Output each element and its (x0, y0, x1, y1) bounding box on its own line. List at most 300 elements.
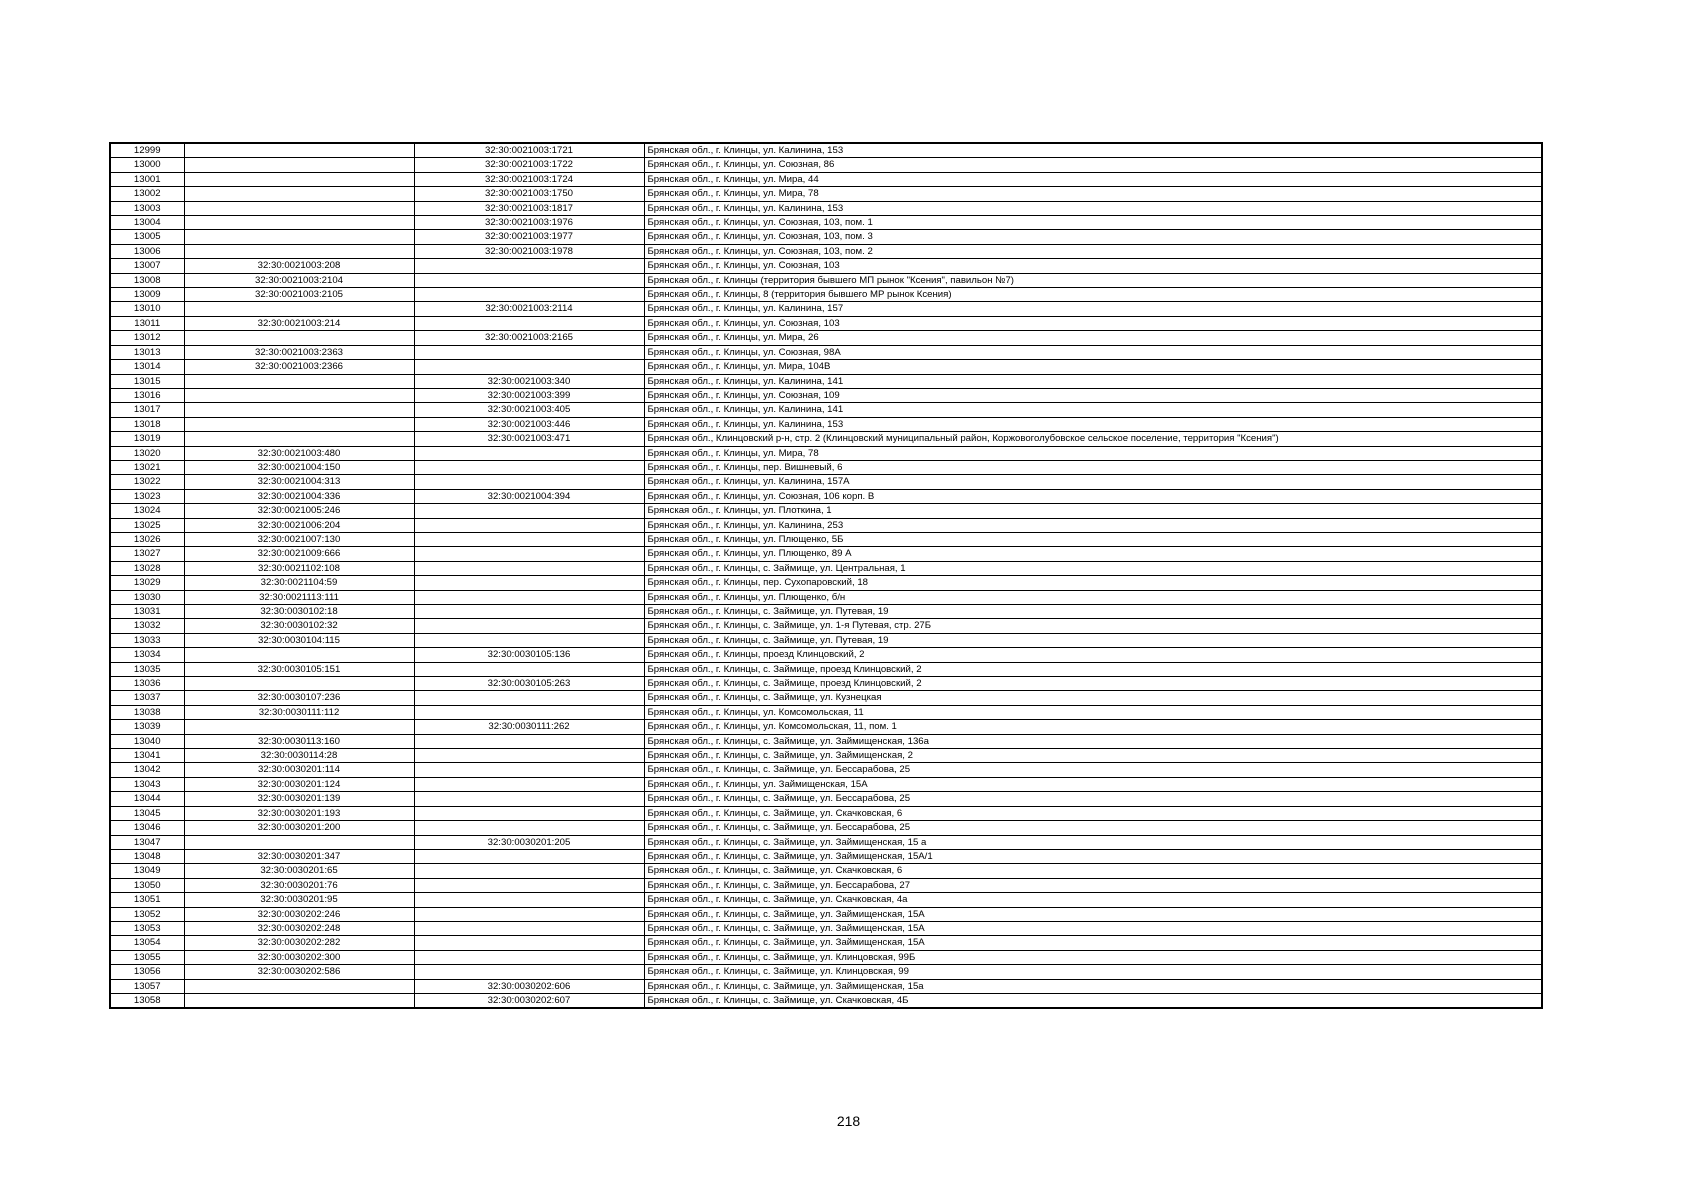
table-row (110, 821, 1542, 835)
address-cell: Брянская обл., г. Клинцы, ул. Союзная, 86 (644, 158, 1542, 172)
row-number-cell: 13004 (110, 216, 184, 230)
row-number-cell: 13044 (110, 792, 184, 806)
row-number-cell: 13047 (110, 835, 184, 849)
cadastral-number-1-cell (184, 677, 414, 691)
address-cell: Брянская обл., Клинцовский р-н, стр. 2 (Клинцовский муниципальный район, Коржовоголубовское сельское поселение, территория "Ксения") (644, 432, 1542, 446)
cadastral-number-1-cell: 32:30:0030201:200 (184, 821, 414, 835)
address-cell: Брянская обл., г. Клинцы, ул. Плоткина, 1 (644, 504, 1542, 518)
table-row (110, 259, 1542, 273)
address-cell: Брянская обл., г. Клинцы, с. Займище, ул. Займищенская, 15А/1 (644, 849, 1542, 863)
table-row (110, 417, 1542, 431)
table-row (110, 201, 1542, 215)
address-cell: Брянская обл., г. Клинцы, с. Займище, проезд Клинцовский, 2 (644, 662, 1542, 676)
address-cell: Брянская обл., г. Клинцы, ул. Калинина, 157А (644, 475, 1542, 489)
cadastral-number-1-cell (184, 216, 414, 230)
address-cell: Брянская обл., г. Клинцы, ул. Калинина, 153 (644, 201, 1542, 215)
cadastral-number-1-cell: 32:30:0021009:666 (184, 547, 414, 561)
row-number-cell: 13046 (110, 821, 184, 835)
cadastral-number-2-cell (414, 950, 644, 964)
cadastral-number-1-cell (184, 993, 414, 1008)
table-row (110, 677, 1542, 691)
table-row (110, 547, 1542, 561)
row-number-cell: 13050 (110, 878, 184, 892)
cadastral-number-1-cell: 32:30:0030202:282 (184, 936, 414, 950)
cadastral-number-2-cell: 32:30:0021003:1978 (414, 244, 644, 258)
cadastral-number-2-cell (414, 965, 644, 979)
cadastral-number-2-cell (414, 878, 644, 892)
row-number-cell: 13014 (110, 360, 184, 374)
table-row (110, 216, 1542, 230)
row-number-cell: 12999 (110, 143, 184, 158)
row-number-cell: 13013 (110, 345, 184, 359)
cadastral-number-1-cell: 32:30:0030105:151 (184, 662, 414, 676)
table-row (110, 893, 1542, 907)
cadastral-number-2-cell (414, 705, 644, 719)
address-cell: Брянская обл., г. Клинцы, ул. Союзная, 103 (644, 259, 1542, 273)
table-row (110, 432, 1542, 446)
row-number-cell: 13041 (110, 749, 184, 763)
cadastral-number-2-cell: 32:30:0021003:1721 (414, 143, 644, 158)
address-cell: Брянская обл., г. Клинцы, ул. Союзная, 103, пом. 2 (644, 244, 1542, 258)
cadastral-number-2-cell: 32:30:0021004:394 (414, 489, 644, 503)
cadastral-number-1-cell (184, 720, 414, 734)
cadastral-number-2-cell (414, 821, 644, 835)
address-cell: Брянская обл., г. Клинцы, с. Займище, ул. Путевая, 19 (644, 605, 1542, 619)
table-row (110, 489, 1542, 503)
address-cell: Брянская обл., г. Клинцы, пер. Вишневый, 6 (644, 460, 1542, 474)
table-row (110, 504, 1542, 518)
table-row (110, 590, 1542, 604)
cadastral-number-2-cell (414, 864, 644, 878)
cadastral-number-1-cell: 32:30:0021003:2363 (184, 345, 414, 359)
cadastral-number-1-cell: 32:30:0021104:59 (184, 576, 414, 590)
cadastral-number-1-cell (184, 143, 414, 158)
address-cell: Брянская обл., г. Клинцы, с. Займище, ул. Клинцовская, 99Б (644, 950, 1542, 964)
row-number-cell: 13057 (110, 979, 184, 993)
row-number-cell: 13011 (110, 316, 184, 330)
row-number-cell: 13049 (110, 864, 184, 878)
cadastral-number-2-cell (414, 518, 644, 532)
table-row (110, 763, 1542, 777)
cadastral-number-2-cell: 32:30:0030111:262 (414, 720, 644, 734)
table-row (110, 561, 1542, 575)
address-cell: Брянская обл., г. Клинцы, 8 (территория бывшего МР рынок Ксения) (644, 288, 1542, 302)
table-row (110, 792, 1542, 806)
row-number-cell: 13024 (110, 504, 184, 518)
cadastral-number-1-cell: 32:30:0030102:32 (184, 619, 414, 633)
cadastral-number-1-cell: 32:30:0030201:76 (184, 878, 414, 892)
row-number-cell: 13052 (110, 907, 184, 921)
row-number-cell: 13016 (110, 388, 184, 402)
address-cell: Брянская обл., г. Клинцы, ул. Союзная, 109 (644, 388, 1542, 402)
row-number-cell: 13037 (110, 691, 184, 705)
cadastral-number-2-cell (414, 792, 644, 806)
row-number-cell: 13051 (110, 893, 184, 907)
cadastral-number-1-cell (184, 835, 414, 849)
address-cell: Брянская обл., г. Клинцы, ул. Калинина, 141 (644, 403, 1542, 417)
table-row (110, 331, 1542, 345)
table-row (110, 244, 1542, 258)
cadastral-number-1-cell: 32:30:0021003:480 (184, 446, 414, 460)
cadastral-number-1-cell: 32:30:0021003:214 (184, 316, 414, 330)
row-number-cell: 13023 (110, 489, 184, 503)
cadastral-number-1-cell: 32:30:0030202:586 (184, 965, 414, 979)
table-row (110, 172, 1542, 186)
table-row (110, 777, 1542, 791)
cadastral-number-1-cell: 32:30:0021003:2105 (184, 288, 414, 302)
address-cell: Брянская обл., г. Клинцы, с. Займище, проезд Клинцовский, 2 (644, 677, 1542, 691)
row-number-cell: 13053 (110, 921, 184, 935)
address-cell: Брянская обл., г. Клинцы, ул. Мира, 78 (644, 446, 1542, 460)
table-row (110, 302, 1542, 316)
row-number-cell: 13017 (110, 403, 184, 417)
cadastral-number-1-cell: 32:30:0030107:236 (184, 691, 414, 705)
cadastral-number-2-cell: 32:30:0030105:263 (414, 677, 644, 691)
table-row (110, 950, 1542, 964)
address-cell: Брянская обл., г. Клинцы, ул. Калинина, 153 (644, 417, 1542, 431)
row-number-cell: 13028 (110, 561, 184, 575)
cadastral-number-1-cell (184, 158, 414, 172)
cadastral-number-1-cell (184, 403, 414, 417)
address-cell: Брянская обл., г. Клинцы, ул. Союзная, 103, пом. 3 (644, 230, 1542, 244)
cadastral-number-2-cell: 32:30:0021003:1817 (414, 201, 644, 215)
row-number-cell: 13034 (110, 648, 184, 662)
address-cell: Брянская обл., г. Клинцы, ул. Мира, 78 (644, 187, 1542, 201)
table-row (110, 619, 1542, 633)
table-row (110, 936, 1542, 950)
cadastral-number-1-cell: 32:30:0030113:160 (184, 734, 414, 748)
address-cell: Брянская обл., г. Клинцы, пер. Сухопаровский, 18 (644, 576, 1542, 590)
table-row (110, 662, 1542, 676)
address-cell: Брянская обл., г. Клинцы, с. Займище, ул. Путевая, 19 (644, 633, 1542, 647)
row-number-cell: 13048 (110, 849, 184, 863)
cadastral-number-1-cell (184, 374, 414, 388)
cadastral-number-2-cell (414, 921, 644, 935)
table-row (110, 187, 1542, 201)
cadastral-number-2-cell (414, 907, 644, 921)
row-number-cell: 13030 (110, 590, 184, 604)
cadastral-number-1-cell (184, 302, 414, 316)
table-row (110, 532, 1542, 546)
address-cell: Брянская обл., г. Клинцы, ул. Союзная, 103, пом. 1 (644, 216, 1542, 230)
address-cell: Брянская обл., г. Клинцы, с. Займище, ул. Займищенская, 15А (644, 936, 1542, 950)
table-row (110, 273, 1542, 287)
cadastral-number-1-cell: 32:30:0030102:18 (184, 605, 414, 619)
cadastral-number-2-cell (414, 849, 644, 863)
cadastral-number-1-cell: 32:30:0030201:95 (184, 893, 414, 907)
row-number-cell: 13040 (110, 734, 184, 748)
row-number-cell: 13039 (110, 720, 184, 734)
cadastral-number-1-cell (184, 417, 414, 431)
table-row (110, 691, 1542, 705)
row-number-cell: 13033 (110, 633, 184, 647)
cadastral-number-1-cell: 32:30:0021003:2366 (184, 360, 414, 374)
cadastral-number-2-cell (414, 576, 644, 590)
table-row (110, 374, 1542, 388)
cadastral-number-1-cell (184, 244, 414, 258)
cadastral-number-1-cell (184, 432, 414, 446)
cadastral-number-2-cell: 32:30:0021003:1976 (414, 216, 644, 230)
cadastral-number-1-cell: 32:30:0030201:347 (184, 849, 414, 863)
row-number-cell: 13035 (110, 662, 184, 676)
cadastral-number-2-cell: 32:30:0021003:340 (414, 374, 644, 388)
row-number-cell: 13045 (110, 806, 184, 820)
row-number-cell: 13029 (110, 576, 184, 590)
address-cell: Брянская обл., г. Клинцы, с. Займище, ул. Займищенская, 15А (644, 907, 1542, 921)
cadastral-number-2-cell (414, 605, 644, 619)
row-number-cell: 13001 (110, 172, 184, 186)
table-row (110, 633, 1542, 647)
table-row (110, 921, 1542, 935)
address-cell: Брянская обл., г. Клинцы, с. Займище, ул. Займищенская, 2 (644, 749, 1542, 763)
row-number-cell: 13005 (110, 230, 184, 244)
cadastral-number-2-cell: 32:30:0021003:446 (414, 417, 644, 431)
row-number-cell: 13042 (110, 763, 184, 777)
cadastral-number-2-cell (414, 936, 644, 950)
row-number-cell: 13008 (110, 273, 184, 287)
cadastral-number-2-cell (414, 460, 644, 474)
cadastral-number-2-cell: 32:30:0021003:2165 (414, 331, 644, 345)
cadastral-number-1-cell: 32:30:0030114:28 (184, 749, 414, 763)
address-cell: Брянская обл., г. Клинцы, ул. Мира, 44 (644, 172, 1542, 186)
row-number-cell: 13015 (110, 374, 184, 388)
cadastral-number-2-cell (414, 691, 644, 705)
cadastral-number-1-cell: 32:30:0030201:193 (184, 806, 414, 820)
table-row (110, 288, 1542, 302)
address-cell: Брянская обл., г. Клинцы, ул. Мира, 26 (644, 331, 1542, 345)
table-row (110, 360, 1542, 374)
table-row (110, 143, 1542, 158)
table-row (110, 979, 1542, 993)
table-row (110, 403, 1542, 417)
cadastral-number-2-cell (414, 446, 644, 460)
row-number-cell: 13018 (110, 417, 184, 431)
cadastral-number-1-cell (184, 172, 414, 186)
cadastral-number-2-cell (414, 532, 644, 546)
cadastral-number-1-cell: 32:30:0030201:65 (184, 864, 414, 878)
address-cell: Брянская обл., г. Клинцы, ул. Плющенко, 89 А (644, 547, 1542, 561)
address-cell: Брянская обл., г. Клинцы, с. Займище, ул. Бессарабова, 25 (644, 792, 1542, 806)
cadastral-number-2-cell (414, 662, 644, 676)
table-row (110, 518, 1542, 532)
address-cell: Брянская обл., г. Клинцы, проезд Клинцовский, 2 (644, 648, 1542, 662)
cadastral-number-1-cell: 32:30:0030202:246 (184, 907, 414, 921)
address-cell: Брянская обл., г. Клинцы, с. Займище, ул. Скачковская, 6 (644, 864, 1542, 878)
address-cell: Брянская обл., г. Клинцы, ул. Калинина, 157 (644, 302, 1542, 316)
cadastral-number-2-cell: 32:30:0021003:471 (414, 432, 644, 446)
cadastral-number-1-cell (184, 648, 414, 662)
table-row (110, 230, 1542, 244)
address-cell: Брянская обл., г. Клинцы, с. Займище, ул. Бессарабова, 25 (644, 763, 1542, 777)
cadastral-number-2-cell (414, 259, 644, 273)
table-row (110, 907, 1542, 921)
address-cell: Брянская обл., г. Клинцы, ул. Союзная, 103 (644, 316, 1542, 330)
cadastral-number-2-cell: 32:30:0021003:399 (414, 388, 644, 402)
row-number-cell: 13012 (110, 331, 184, 345)
row-number-cell: 13055 (110, 950, 184, 964)
address-cell: Брянская обл., г. Клинцы, с. Займище, ул. Займищенская, 15 а (644, 835, 1542, 849)
cadastral-number-2-cell (414, 763, 644, 777)
cadastral-number-2-cell: 32:30:0021003:405 (414, 403, 644, 417)
row-number-cell: 13058 (110, 993, 184, 1008)
row-number-cell: 13025 (110, 518, 184, 532)
cadastral-number-2-cell: 32:30:0021003:1977 (414, 230, 644, 244)
address-cell: Брянская обл., г. Клинцы, с. Займище, ул. 1-я Путевая, стр. 27Б (644, 619, 1542, 633)
address-cell: Брянская обл., г. Клинцы, ул. Калинина, 253 (644, 518, 1542, 532)
table-row (110, 158, 1542, 172)
cadastral-number-2-cell: 32:30:0030202:607 (414, 993, 644, 1008)
table-row (110, 388, 1542, 402)
table-row (110, 864, 1542, 878)
cadastral-number-2-cell (414, 360, 644, 374)
address-cell: Брянская обл., г. Клинцы, с. Займище, ул. Скачковская, 4а (644, 893, 1542, 907)
cadastral-number-2-cell: 32:30:0021003:1724 (414, 172, 644, 186)
cadastral-number-2-cell (414, 504, 644, 518)
row-number-cell: 13019 (110, 432, 184, 446)
cadastral-number-2-cell (414, 475, 644, 489)
address-cell: Брянская обл., г. Клинцы, с. Займище, ул. Займищенская, 15а (644, 979, 1542, 993)
table-row (110, 605, 1542, 619)
cadastral-number-1-cell: 32:30:0021003:2104 (184, 273, 414, 287)
address-cell: Брянская обл., г. Клинцы, с. Займище, ул. Кузнецкая (644, 691, 1542, 705)
row-number-cell: 13009 (110, 288, 184, 302)
row-number-cell: 13043 (110, 777, 184, 791)
cadastral-number-2-cell: 32:30:0030105:136 (414, 648, 644, 662)
cadastral-number-2-cell: 32:30:0021003:1722 (414, 158, 644, 172)
cadastral-number-1-cell: 32:30:0021005:246 (184, 504, 414, 518)
address-cell: Брянская обл., г. Клинцы, ул. Союзная, 98А (644, 345, 1542, 359)
cadastral-number-1-cell (184, 388, 414, 402)
cadastral-number-2-cell (414, 561, 644, 575)
row-number-cell: 13032 (110, 619, 184, 633)
cadastral-number-1-cell: 32:30:0021006:204 (184, 518, 414, 532)
cadastral-number-1-cell: 32:30:0021004:336 (184, 489, 414, 503)
cadastral-number-1-cell: 32:30:0021102:108 (184, 561, 414, 575)
cadastral-number-1-cell: 32:30:0030201:124 (184, 777, 414, 791)
cadastral-number-2-cell (414, 547, 644, 561)
table-row (110, 749, 1542, 763)
row-number-cell: 13022 (110, 475, 184, 489)
cadastral-number-1-cell (184, 979, 414, 993)
address-cell: Брянская обл., г. Клинцы, с. Займище, ул. Бессарабова, 25 (644, 821, 1542, 835)
row-number-cell: 13007 (110, 259, 184, 273)
cadastral-number-2-cell (414, 288, 644, 302)
cadastral-number-1-cell (184, 230, 414, 244)
cadastral-number-2-cell (414, 633, 644, 647)
row-number-cell: 13003 (110, 201, 184, 215)
row-number-cell: 13026 (110, 532, 184, 546)
cadastral-number-1-cell: 32:30:0030202:248 (184, 921, 414, 935)
table-row (110, 446, 1542, 460)
table-row (110, 878, 1542, 892)
cadastral-number-2-cell: 32:30:0021003:2114 (414, 302, 644, 316)
cadastral-number-1-cell: 32:30:0021007:130 (184, 532, 414, 546)
cadastral-number-2-cell (414, 316, 644, 330)
cadastral-number-1-cell: 32:30:0021004:150 (184, 460, 414, 474)
table-row (110, 806, 1542, 820)
page-number: 218 (836, 1113, 861, 1129)
table-row (110, 475, 1542, 489)
row-number-cell: 13010 (110, 302, 184, 316)
cadastral-number-2-cell (414, 806, 644, 820)
cadastral-number-1-cell: 32:30:0030104:115 (184, 633, 414, 647)
cadastral-number-1-cell (184, 331, 414, 345)
cadastral-number-1-cell: 32:30:0021004:313 (184, 475, 414, 489)
address-cell: Брянская обл., г. Клинцы, ул. Мира, 104В (644, 360, 1542, 374)
cadastral-number-1-cell: 32:30:0030202:300 (184, 950, 414, 964)
table-row (110, 460, 1542, 474)
address-cell: Брянская обл., г. Клинцы, с. Займище, ул. Скачковская, 4Б (644, 993, 1542, 1008)
table-row (110, 734, 1542, 748)
row-number-cell: 13054 (110, 936, 184, 950)
address-cell: Брянская обл., г. Клинцы, с. Займище, ул. Скачковская, 6 (644, 806, 1542, 820)
address-cell: Брянская обл., г. Клинцы, с. Займище, ул. Центральная, 1 (644, 561, 1542, 575)
cadastral-table (109, 142, 1543, 1009)
table-row (110, 576, 1542, 590)
cadastral-number-2-cell (414, 273, 644, 287)
table-row (110, 835, 1542, 849)
address-cell: Брянская обл., г. Клинцы, ул. Плющенко, б/н (644, 590, 1542, 604)
table-body (110, 143, 1542, 1008)
address-cell: Брянская обл., г. Клинцы, ул. Плющенко, 5Б (644, 532, 1542, 546)
table-row (110, 648, 1542, 662)
cadastral-number-1-cell: 32:30:0030111:112 (184, 705, 414, 719)
row-number-cell: 13021 (110, 460, 184, 474)
cadastral-number-1-cell: 32:30:0030201:114 (184, 763, 414, 777)
address-cell: Брянская обл., г. Клинцы, ул. Займищенская, 15А (644, 777, 1542, 791)
address-cell: Брянская обл., г. Клинцы, ул. Комсомольская, 11 (644, 705, 1542, 719)
cadastral-number-2-cell: 32:30:0021003:1750 (414, 187, 644, 201)
address-cell: Брянская обл., г. Клинцы, с. Займище, ул. Бессарабова, 27 (644, 878, 1542, 892)
cadastral-number-1-cell (184, 187, 414, 201)
cadastral-number-2-cell (414, 345, 644, 359)
address-cell: Брянская обл., г. Клинцы, ул. Комсомольская, 11, пом. 1 (644, 720, 1542, 734)
cadastral-number-2-cell: 32:30:0030201:205 (414, 835, 644, 849)
address-cell: Брянская обл., г. Клинцы, ул. Калинина, 153 (644, 143, 1542, 158)
cadastral-number-2-cell (414, 734, 644, 748)
table-row (110, 965, 1542, 979)
cadastral-number-2-cell (414, 749, 644, 763)
row-number-cell: 13031 (110, 605, 184, 619)
row-number-cell: 13056 (110, 965, 184, 979)
cadastral-number-2-cell (414, 590, 644, 604)
cadastral-number-1-cell (184, 201, 414, 215)
address-cell: Брянская обл., г. Клинцы (территория бывшего МП рынок "Ксения", павильон №7) (644, 273, 1542, 287)
address-cell: Брянская обл., г. Клинцы, ул. Калинина, 141 (644, 374, 1542, 388)
cadastral-number-2-cell (414, 619, 644, 633)
cadastral-number-1-cell: 32:30:0030201:139 (184, 792, 414, 806)
row-number-cell: 13027 (110, 547, 184, 561)
row-number-cell: 13000 (110, 158, 184, 172)
cadastral-number-1-cell: 32:30:0021003:208 (184, 259, 414, 273)
cadastral-number-2-cell: 32:30:0030202:606 (414, 979, 644, 993)
row-number-cell: 13036 (110, 677, 184, 691)
table-row (110, 345, 1542, 359)
row-number-cell: 13006 (110, 244, 184, 258)
address-cell: Брянская обл., г. Клинцы, ул. Союзная, 106 корп. В (644, 489, 1542, 503)
address-cell: Брянская обл., г. Клинцы, с. Займище, ул. Займищенская, 136а (644, 734, 1542, 748)
cadastral-number-2-cell (414, 893, 644, 907)
address-cell: Брянская обл., г. Клинцы, с. Займище, ул. Займищенская, 15А (644, 921, 1542, 935)
table-row (110, 316, 1542, 330)
table-row (110, 705, 1542, 719)
row-number-cell: 13020 (110, 446, 184, 460)
address-cell: Брянская обл., г. Клинцы, с. Займище, ул. Клинцовская, 99 (644, 965, 1542, 979)
cadastral-number-1-cell: 32:30:0021113:111 (184, 590, 414, 604)
table-row (110, 993, 1542, 1008)
row-number-cell: 13002 (110, 187, 184, 201)
table-row (110, 849, 1542, 863)
